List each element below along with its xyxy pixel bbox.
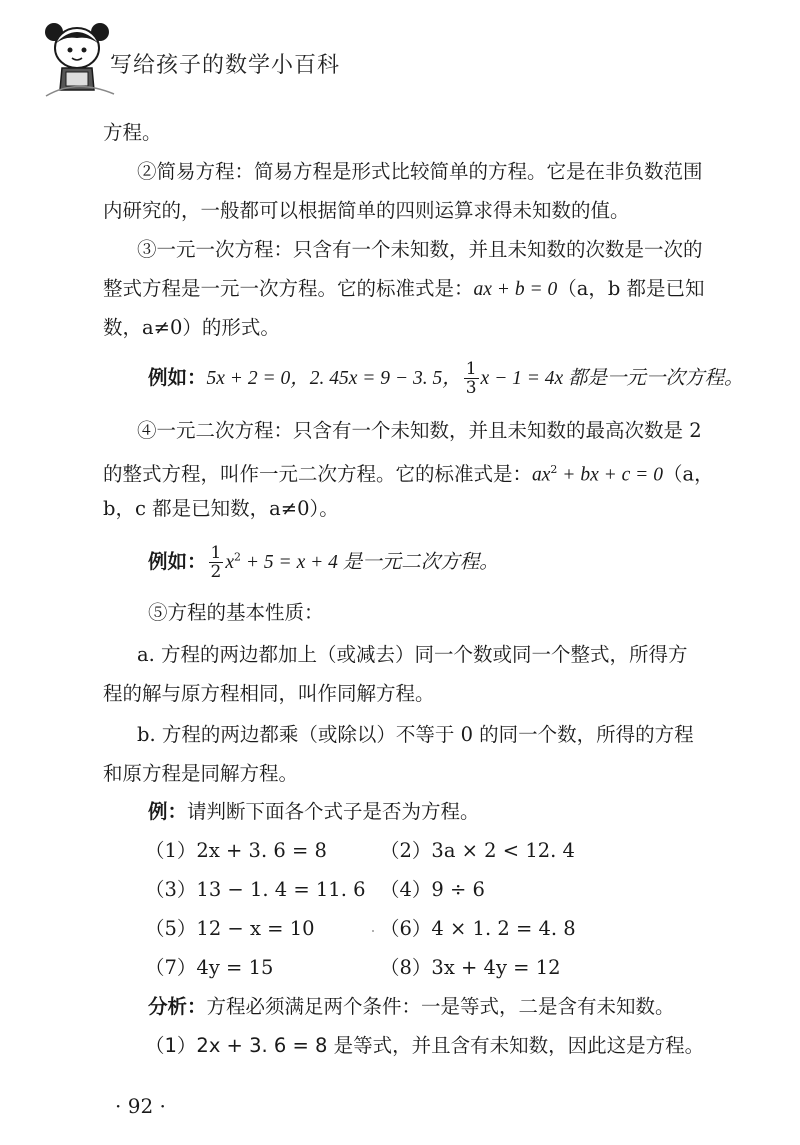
problem-item: （4）9 ÷ 6	[380, 878, 485, 901]
text-line: 数，a≠0）的形式。	[103, 316, 280, 339]
text-line	[103, 457, 760, 489]
text-line: 方程。	[103, 121, 162, 144]
formula: ax + b = 0	[473, 279, 558, 300]
text-span: 整式方程是一元一次方程。它的标准式是：	[103, 277, 474, 300]
analysis-label: 分析：	[148, 995, 207, 1018]
text-span: （a，	[662, 462, 714, 486]
fraction	[209, 544, 224, 581]
example-line	[148, 799, 760, 825]
text-line: ②简易方程：简易方程是形式比较简单的方程。它是在非负数范围	[137, 160, 703, 183]
scan-speck	[372, 930, 374, 932]
denominator: 2	[210, 562, 222, 582]
problem-item: （3）13 − 1. 4 = 11. 6	[145, 878, 366, 901]
superscript: 2	[550, 463, 558, 476]
problem-item: （7）4y = 15	[145, 956, 274, 979]
formula: x	[225, 552, 234, 573]
page-number: · 92 ·	[115, 1094, 166, 1118]
girl-mascot-icon	[40, 18, 118, 98]
text-span: 方程必须满足两个条件：一是等式，二是含有未知数。	[206, 995, 675, 1018]
example-label: 例如：	[148, 366, 207, 389]
text-line: ③一元一次方程：只含有一个未知数，并且未知数的次数是一次的	[137, 238, 703, 261]
text-span: 请判断下面各个式子是否为方程。	[187, 800, 480, 823]
text-span: （a，b 都是已知	[557, 277, 705, 300]
problem-item: （8）3x + 4y = 12	[380, 956, 561, 979]
problem-item: （2）3a × 2 < 12. 4	[380, 839, 575, 862]
formula: 5x + 2 = 0，2. 45x = 9 − 3. 5，	[206, 368, 462, 389]
example-line	[148, 544, 760, 581]
formula: ax	[532, 464, 551, 486]
text-line: b. 方程的两边都乘（或除以）不等于 0 的同一个数，所得的方程	[137, 723, 694, 746]
problem-item: （1）2x + 3. 6 = 8	[145, 839, 327, 862]
analysis-line: （1）2x + 3. 6 = 8 是等式，并且含有未知数，因此这是方程。	[145, 1034, 705, 1057]
formula: x − 1 = 4x 都是一元一次方程。	[480, 368, 744, 389]
problem-item: （6）4 × 1. 2 = 4. 8	[380, 917, 576, 940]
formula: + 5 = x + 4 是一元二次方程。	[241, 552, 499, 573]
book-title: 写给孩子的数学小百科	[110, 53, 341, 78]
text-line	[103, 276, 760, 303]
analysis-line	[148, 994, 760, 1020]
example-label: 例：	[148, 800, 188, 823]
text-line: ⑤方程的基本性质：	[148, 601, 324, 624]
text-line: b，c 都是已知数，a≠0）。	[103, 497, 339, 520]
text-line: ④一元二次方程：只含有一个未知数，并且未知数的最高次数是 2	[137, 419, 702, 442]
denominator: 3	[465, 378, 477, 398]
problem-item: （5）12 − x = 10	[145, 917, 315, 940]
text-line: a. 方程的两边都加上（或减去）同一个数或同一个整式，所得方	[137, 643, 688, 666]
example-label: 例如：	[148, 550, 207, 573]
text-span: 的整式方程，叫作一元二次方程。它的标准式是：	[103, 462, 533, 486]
formula: + bx + c = 0	[557, 464, 663, 486]
text-line: 和原方程是同解方程。	[103, 762, 299, 785]
numerator: 1	[465, 359, 477, 379]
text-line: 程的解与原方程相同，叫作同解方程。	[103, 682, 435, 705]
example-line	[148, 360, 760, 397]
fraction	[464, 360, 479, 397]
text-line: 内研究的，一般都可以根据简单的四则运算求得未知数的值。	[103, 199, 630, 222]
superscript: 2	[234, 550, 241, 564]
numerator: 1	[210, 543, 222, 563]
